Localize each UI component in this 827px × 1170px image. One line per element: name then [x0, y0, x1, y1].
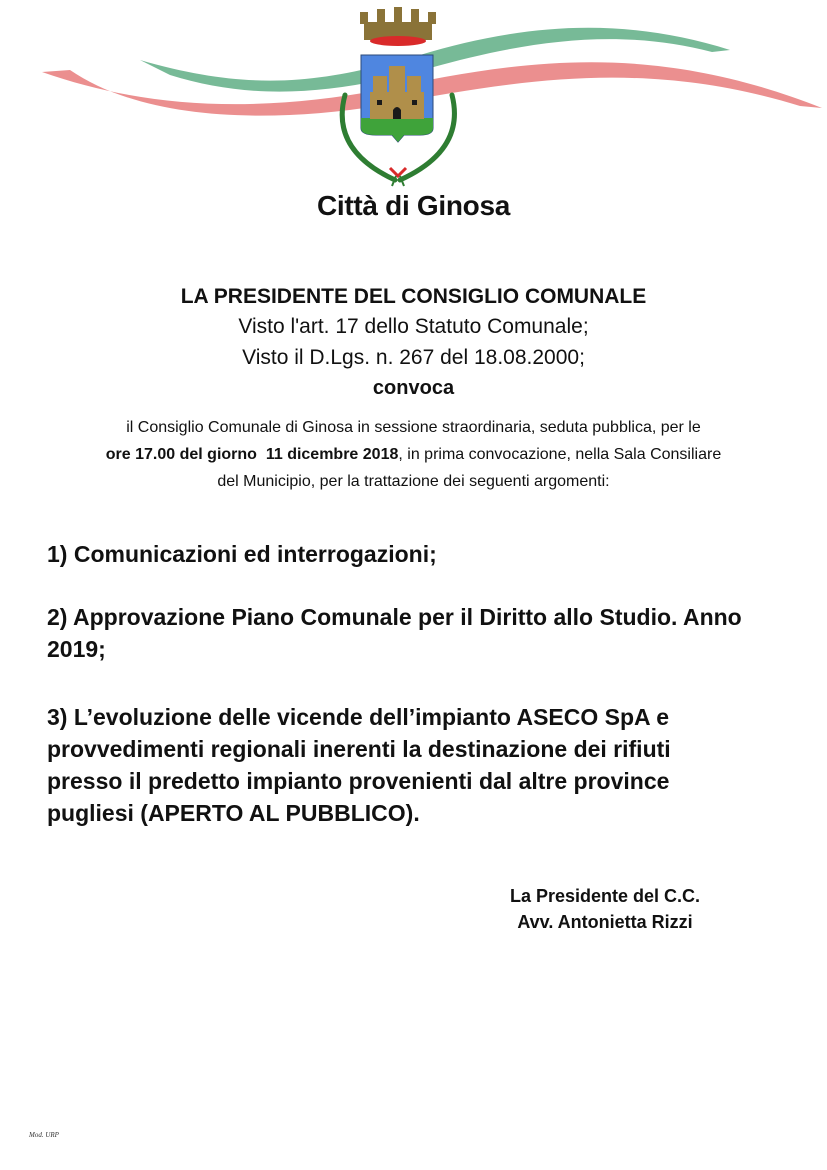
agenda-item-2: 2) Approvazione Piano Comunale per il Diritto allo Studio. Anno 2019;	[47, 604, 742, 662]
reference-statute: Visto l'art. 17 dello Statuto Comunale;	[238, 315, 589, 338]
signature-role: La Presidente del C.C.	[509, 886, 701, 906]
paragraph-line-2-rest: , in prima convocazione, nella Sala Consiliare	[398, 446, 722, 463]
header-banner	[0, 0, 827, 200]
paragraph-line-3: del Municipio, per la trattazione dei seguenti argomenti:	[217, 473, 610, 490]
coat-of-arms-icon	[361, 55, 433, 142]
agenda-item-3: 3) L’evoluzione delle vicende dell’impianto ASECO SpA e provvedimenti regionali inerenti la destinazione dei rifiuti presso il predetto impianto provenienti dal altre province pugliesi (APERTO AL PUBBLICO).	[47, 704, 671, 826]
convoca-heading: convoca	[372, 377, 455, 399]
paragraph-line-1: il Consiglio Comunale di Ginosa in sessione straordinaria, seduta pubblica, per le	[126, 419, 701, 436]
convocation-paragraph	[0, 414, 827, 495]
paragraph-line-2	[0, 441, 827, 468]
signature-block	[440, 883, 770, 935]
city-name: Città di Ginosa	[316, 190, 511, 221]
signature-name: Avv. Antonietta Rizzi	[517, 912, 693, 932]
form-code: Mod. URP	[29, 1131, 59, 1139]
crown-icon	[360, 7, 436, 46]
issuer-heading: LA PRESIDENTE DEL CONSIGLIO COMUNALE	[180, 285, 647, 308]
meeting-datetime: ore 17.00 del giorno 11 dicembre 2018	[105, 446, 399, 463]
agenda-item-1: 1) Comunicazioni ed interrogazioni;	[47, 541, 437, 567]
reference-decree: Visto il D.Lgs. n. 267 del 18.08.2000;	[242, 346, 585, 369]
